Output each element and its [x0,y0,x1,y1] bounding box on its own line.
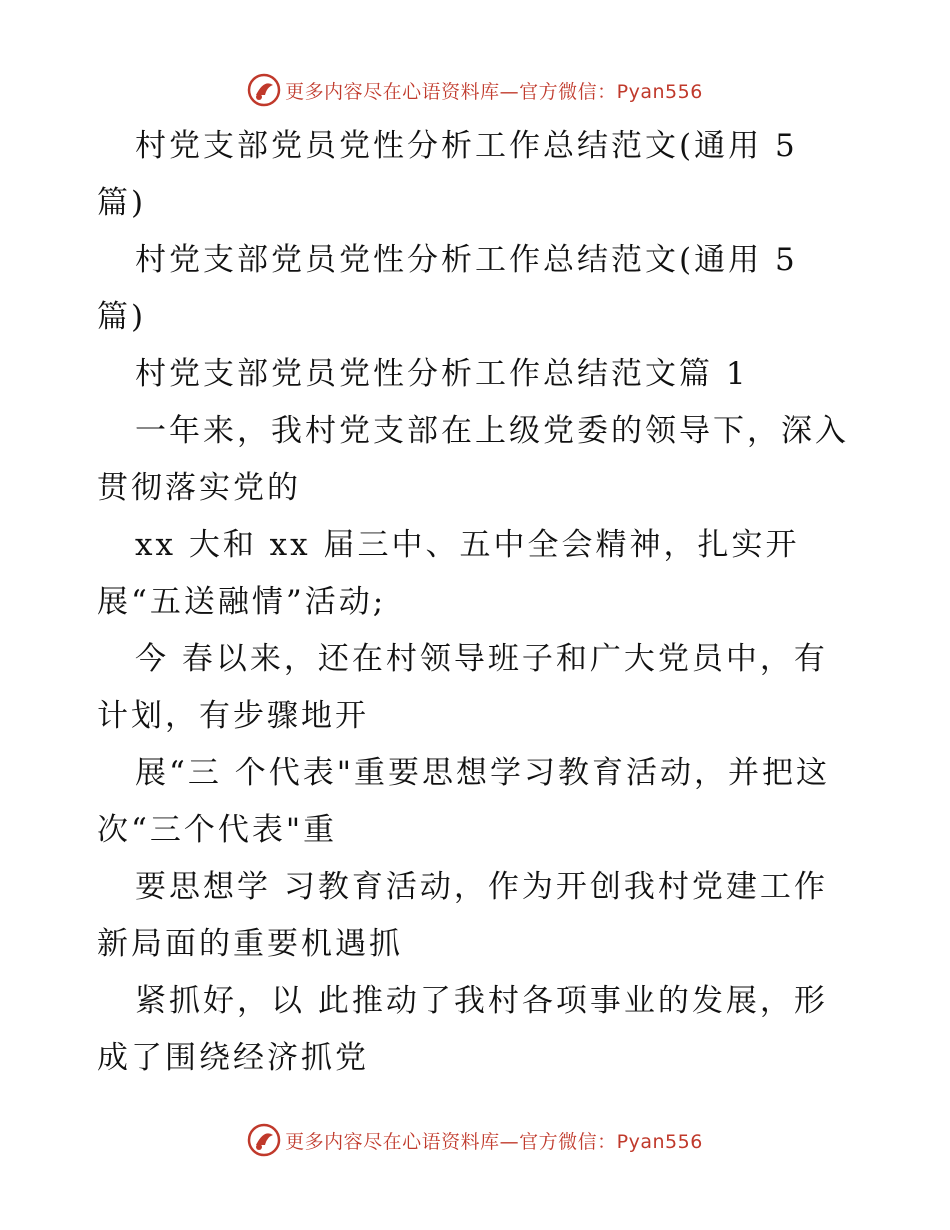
section-heading: 村党支部党员党性分析工作总结范文篇 1 [135,356,749,392]
paragraph: 一年来，我村党支部在上级党委的领导下，深入贯彻落实党的 [97,413,849,506]
brand-logo-icon [247,1123,281,1157]
watermark-text: 更多内容尽在心语资料库—官方微信：Pyan556 [285,80,703,103]
paragraph: 展“三 个代表"重要思想学习教育活动，并把这次“三个代表"重 [97,755,830,848]
header-watermark [0,72,950,108]
paragraph: 紧抓好，以 此推动了我村各项事业的发展，形成了围绕经济抓党 [97,983,828,1076]
watermark-text: 更多内容尽在心语资料库—官方微信：Pyan556 [285,1130,703,1153]
paragraph: 要思想学 习教育活动，作为开创我村党建工作新局面的重要机遇抓 [97,869,828,962]
document-body [97,118,857,1087]
document-title: 村党支部党员党性分析工作总结范文(通用 5 篇) [97,128,798,221]
brand-logo-icon [247,73,281,107]
footer-watermark [0,1122,950,1158]
document-title-repeat: 村党支部党员党性分析工作总结范文(通用 5 篇) [97,242,798,335]
paragraph: xx 大和 xx 届三中、五中全会精神，扎实开展“五送融情”活动; [97,527,800,620]
paragraph: 今 春以来，还在村领导班子和广大党员中，有计划，有步骤地开 [97,641,828,734]
